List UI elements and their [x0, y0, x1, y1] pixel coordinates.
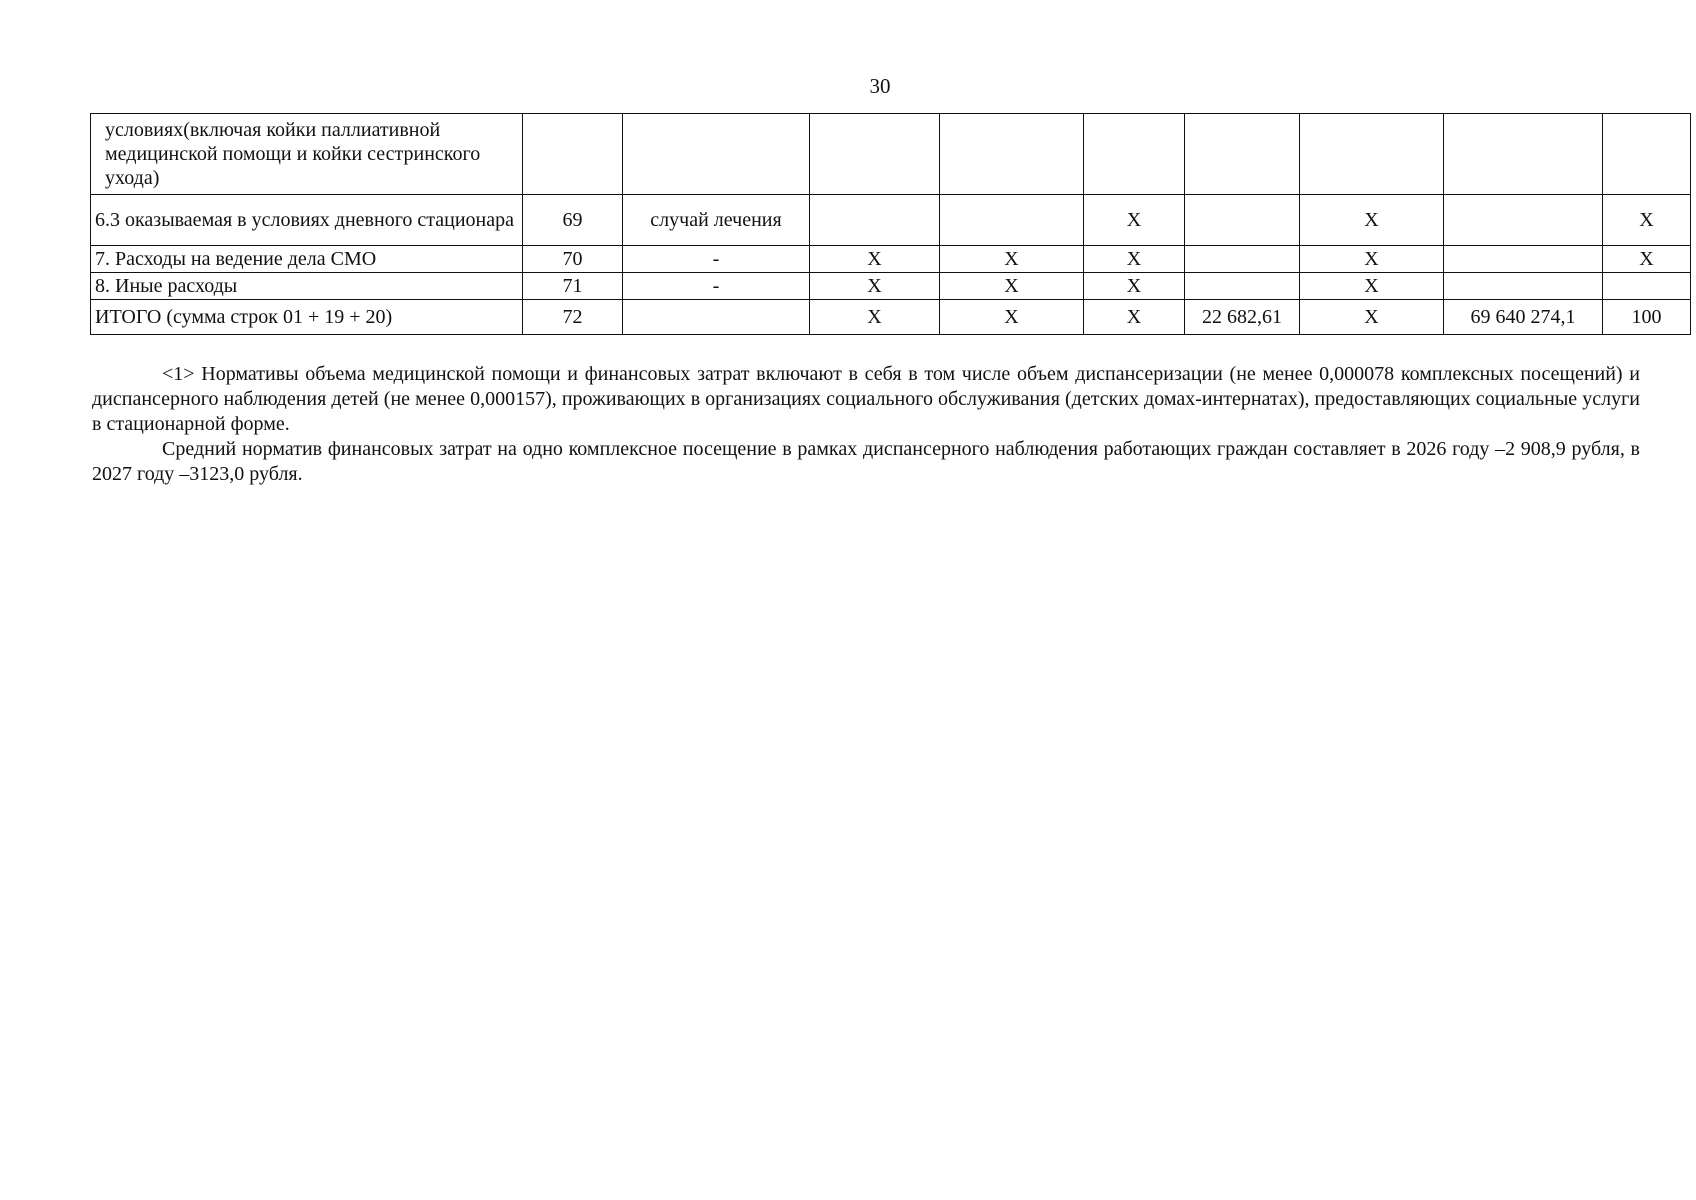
- row-unit-cell: [623, 114, 810, 195]
- footnote-1: <1> Нормативы объема медицинской помощи и финансовых затрат включают в себя в том числе объем диспансеризации (не менее 0,000078 комплексных посещений) и диспансерного наблюдения детей (не менее 0,000157), проживающих в организациях социального обслуживания (детских домах-интернатах), предоставляющих социальные услуги в стационарной форме.: [92, 363, 1640, 435]
- row-name-cell: 8. Иные расходы: [91, 273, 523, 300]
- table-row: [91, 273, 1691, 300]
- note-paragraph: Средний норматив финансовых затрат на одно комплексное посещение в рамках диспансерного наблюдения работающих граждан составляет в 2026 году –2 908,9 рубля, в 2027 году –3123,0 рубля.: [92, 438, 1640, 485]
- table-cell: [1444, 246, 1603, 273]
- table-cell: [1185, 195, 1300, 246]
- table-cell: [1084, 114, 1185, 195]
- footnotes: [92, 362, 1640, 487]
- table-cell: [1603, 114, 1691, 195]
- table-cell: Х: [940, 273, 1084, 300]
- row-code-cell: 71: [523, 273, 623, 300]
- table-cell: [810, 195, 940, 246]
- table-cell: 69 640 274,1: [1444, 300, 1603, 335]
- table-cell: Х: [1300, 300, 1444, 335]
- table-row: [91, 246, 1691, 273]
- table-cell: Х: [1603, 246, 1691, 273]
- table-cell: Х: [1300, 195, 1444, 246]
- table-cell: [1185, 114, 1300, 195]
- table-cell: Х: [1084, 195, 1185, 246]
- table-cell: [1185, 246, 1300, 273]
- row-unit-cell: -: [623, 246, 810, 273]
- table-cell: Х: [1084, 300, 1185, 335]
- table-cell: Х: [1300, 273, 1444, 300]
- row-name-cell: условиях(включая койки паллиативной медицинской помощи и койки сестринского ухода): [91, 114, 523, 195]
- table-cell: 100: [1603, 300, 1691, 335]
- table-cell: [1444, 195, 1603, 246]
- row-unit-cell: -: [623, 273, 810, 300]
- table-cell: [1444, 273, 1603, 300]
- row-code-cell: 72: [523, 300, 623, 335]
- table-row: [91, 114, 1691, 195]
- table-cell: Х: [940, 300, 1084, 335]
- table-cell: [1603, 273, 1691, 300]
- page-number: 30: [869, 74, 891, 98]
- financial-table: [90, 113, 1691, 335]
- table-cell: [1444, 114, 1603, 195]
- table-cell: Х: [1084, 273, 1185, 300]
- row-name-cell: 6.3 оказываемая в условиях дневного стационара: [91, 195, 523, 246]
- table-cell: Х: [1084, 246, 1185, 273]
- table-cell: Х: [810, 300, 940, 335]
- table-cell: Х: [940, 246, 1084, 273]
- table-row-total: [91, 300, 1691, 335]
- table-cell: Х: [810, 273, 940, 300]
- row-code-cell: 69: [523, 195, 623, 246]
- table-cell: Х: [1603, 195, 1691, 246]
- row-name-cell: 7. Расходы на ведение дела СМО: [91, 246, 523, 273]
- row-name-cell: ИТОГО (сумма строк 01 + 19 + 20): [91, 300, 523, 335]
- row-code-cell: 70: [523, 246, 623, 273]
- table-row: [91, 195, 1691, 246]
- table-cell: [810, 114, 940, 195]
- table-cell: [940, 195, 1084, 246]
- row-code-cell: [523, 114, 623, 195]
- table-cell: 22 682,61: [1185, 300, 1300, 335]
- table-cell: [940, 114, 1084, 195]
- table-cell: [1185, 273, 1300, 300]
- row-unit-cell: случай лечения: [623, 195, 810, 246]
- table-cell: Х: [1300, 246, 1444, 273]
- table-cell: Х: [810, 246, 940, 273]
- table-cell: [1300, 114, 1444, 195]
- row-unit-cell: [623, 300, 810, 335]
